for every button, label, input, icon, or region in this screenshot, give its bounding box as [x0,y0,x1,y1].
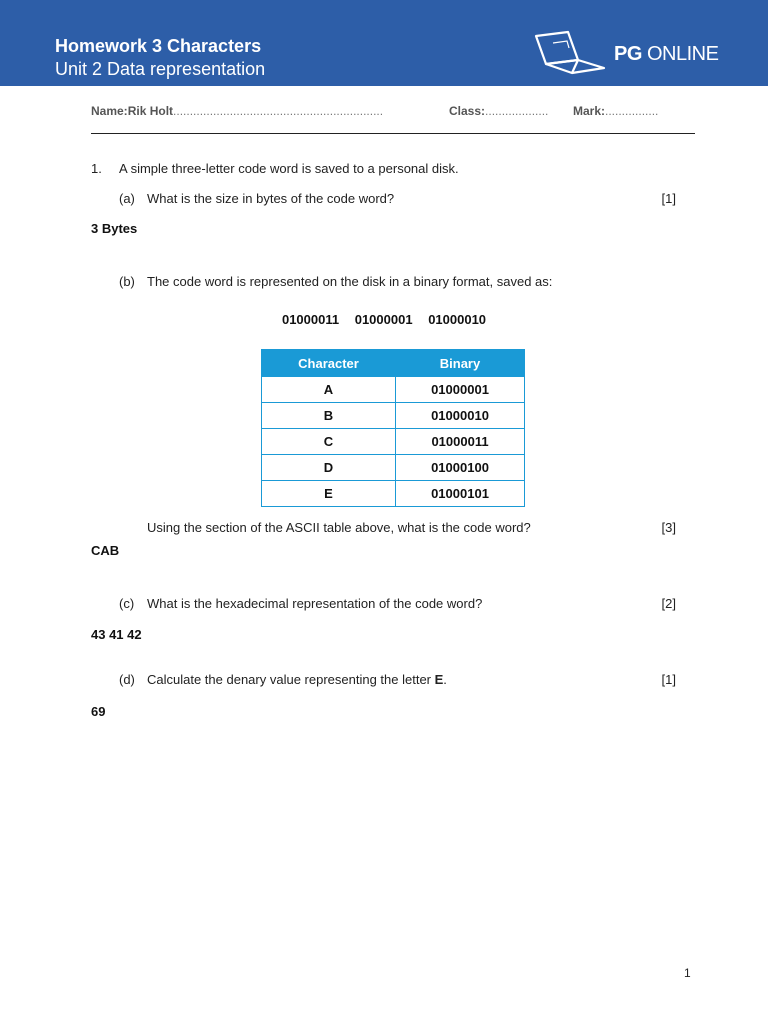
part-b-question: The code word is represented on the disk in a binary format, saved as: [147,274,553,289]
table-row [262,403,525,429]
name-value: Rik Holt [127,104,174,118]
part-c-label: (c) [119,596,135,611]
binary-byte: 01000011 [281,312,340,327]
question-intro: A simple three-letter code word is saved to a personal disk. [119,161,459,176]
binary-cell: 01000101 [396,481,525,507]
part-d-question: Calculate the denary value representing the letter E. [147,672,447,687]
character-cell: C [262,429,396,455]
table-row [262,429,525,455]
part-d-marks: [1] [661,672,676,687]
header-divider [91,133,695,134]
laptop-icon [532,30,610,76]
part-a-question: What is the size in bytes of the code word? [147,191,395,206]
ascii-table [261,349,525,507]
binary-cell: 01000100 [396,455,525,481]
part-a-marks: [1] [661,191,676,206]
header-banner [0,0,768,86]
part-c-answer: 43 41 42 [91,627,142,642]
header-binary: Binary [396,350,525,377]
table-row [262,481,525,507]
character-cell: E [262,481,396,507]
worksheet-subtitle: Unit 2 Data representation [55,59,266,79]
pg-online-logo: PG ONLINE [614,43,719,65]
worksheet-title: Homework 3 Characters [55,36,262,56]
character-cell: A [262,377,396,403]
mark-field [573,104,658,118]
part-d-label: (d) [119,672,135,687]
mark-dots: ................ [605,104,659,118]
part-b-label: (b) [119,274,135,289]
ascii-table-header [262,350,525,377]
name-dots: ............................................................... [173,104,384,118]
part-b-answer: CAB [91,543,120,558]
part-b-marks: [3] [661,520,676,535]
binary-byte: 01000010 [428,312,487,327]
binary-byte: 01000001 [354,312,413,327]
binary-cell: 01000011 [396,429,525,455]
name-label: Name: [91,104,128,118]
class-dots: ................... [485,104,549,118]
part-a-answer: 3 Bytes [91,221,138,236]
part-d-answer: 69 [91,704,106,719]
header-character: Character [262,350,396,377]
part-b-followup: Using the section of the ASCII table above, what is the code word? [147,520,531,535]
part-c-marks: [2] [661,596,676,611]
part-c-question: What is the hexadecimal representation of the code word? [147,596,483,611]
page-number: 1 [684,966,691,980]
question-number: 1. [91,161,102,176]
part-a-label: (a) [119,191,135,206]
character-cell: D [262,455,396,481]
table-row [262,377,525,403]
character-cell: B [262,403,396,429]
binary-cell: 01000001 [396,377,525,403]
class-label: Class: [449,104,486,118]
mark-label: Mark: [573,104,606,118]
class-field [449,104,548,118]
table-row [262,455,525,481]
binary-cell: 01000010 [396,403,525,429]
binary-code-word [0,312,768,327]
name-field [91,104,383,118]
